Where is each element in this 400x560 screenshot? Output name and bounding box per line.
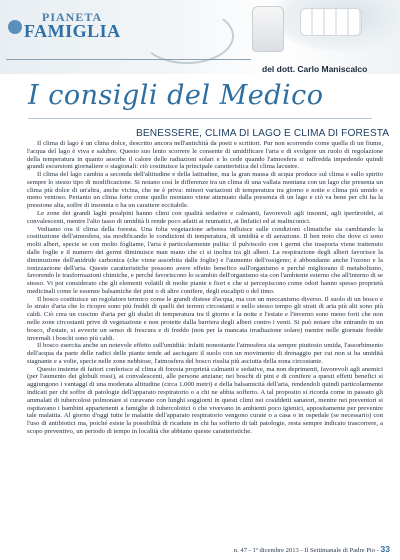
- author-byline: del dott. Carlo Maniscalco: [262, 64, 368, 74]
- paragraph: Il clima di lago è un clima dolce, descritto ancora nell'antichità da poeti e scrittori. Pur non scorrendo come quella di un fiume, l'acqua del lago è viva e salubre. Questo suo lento scorrere le consente di umidificare l'aria e di svolgere un ruolo di regolazione della temperatura in quanto assorbe il calore delle radiazioni solari e lo cede quando l'atmosfera si raffredda impedendo quindi grandi escursioni giornaliere o stagionali: ciò costituisce la principale caratteristica del clima lacustre.: [27, 140, 383, 171]
- paragraph: Questo insieme di fattori conferisce al clima di foresta proprietà calmanti e sedative, ma non deprimenti, favorevoli agli anemici (per l'aumento dei globuli rossi), ai convalescenti, alle persone anziane; nei boschi di pini e di conifere a questi effetti benefici si aggiungono i vantaggi di una moderata altitudine (circa 1.000 metri) e della balsamicità dell'aria, rendendoli quindi particolarmente indicati per chi soffre di patologie dell'apparato respiratorio o a chi ne abbia sofferto. A tal proposito si ricorda come in passato gli ammalati di tubercolosi polmonare si curavano con lunghi soggiorni in questi climi nei cosiddetti sanatori, mentre nei preventori si ospitavano i bambini appartenenti a famiglie di tubercolotici o che vivevano in ambienti poco igienici, appositamente per prevenire tale malattia. Al giorno d'oggi tutte le malattie dell'apparato respiratorio vengono curate o a casa o in ospedale (se necessario) con l'uso di antibiotici ma, poiché esiste la possibilità di ricadute in chi ha sofferto di tali patologie, resta sempre indicato trascorrere, a scopo preventivo, un periodo di tempo in località che abbiano queste caratteristiche.: [27, 365, 383, 435]
- paragraph: Le zone dei grandi laghi prealpini hanno climi con qualità sedative e calmanti, favorevoli agli insonni, agli ipertiroidei, ai convalescenti, mentre l'alto tasso di umidità li rende poco adatti ai reumatici, ai linfatici ed ai malinconici.: [27, 210, 383, 225]
- title-divider: [28, 118, 372, 119]
- paragraph: Vediamo ora il clima della foresta. Una folta vegetazione arborea influisce sulle condizioni climatiche sia cambiando la costituzione dell'atmosfera, sia modificando le condizioni di temperatura, di umidità e di aerazione. Il ben noto che dove ci sono molti alberi, specie se con molto fogliame, l'aria è particolarmente pulita: il pulviscolo con i germi che trasporta viene trattenuto dalle foglie e il numero dei germi diminuisce man mano che ci si inoltra tra gli alberi. La respirazione degli alberi favorisce la diminuzione dell'anidride carbonica (che viene assorbita dalle foglie) e l'aumento dell'ossigeno; è abbondante anche l'ozono e la ionizzazione dell'aria. Queste caratteristiche possono avere effetto benefico sull'organismo e perché migliorano il metabolismo, favorendo le trasformazioni chimiche, e perché favoriscono lo scambio dell'organismo sia con l'ambiente esterno che all'interno di se stesso. Vi poi considerato che gli elementi volatili di molte piante e fiori e che si percepiscono come odori hanno spesso proprietà medicinali come le essenze balsamiche dei pini o di altre conifere, degli eucalipti o del timo.: [27, 225, 383, 295]
- article-body: [27, 140, 383, 538]
- page-number: 33: [380, 544, 390, 554]
- article-title: BENESSERE, CLIMA DI LAGO E CLIMA DI FORESTA: [136, 128, 390, 139]
- issue-info: n. 47 - 1º dicembre 2013 - Il Settimanale di Padre Pio -: [233, 547, 379, 554]
- magazine-logo: [4, 6, 121, 46]
- paragraph: Il clima del lago cambia a seconda dell'altitudine e della latitudine, ma la gran massa di acqua produce sul clima e sullo spirito sempre lo stesso tipo di modificazione. Si notano così le differenze tra un clima di una vallata montana con un lago che presenta un clima più dolce di un'altra, anche vicina, che ne è priva: minori variazioni di temperatura tra giorno e notte e clima più umido e meno ventoso. Pertanto un clima forte come quello montano viene attenuato dalla presenza di un lago e ciò va bene per chi ha la pressione alta, soffre di insonnia o ha un carattere eccitabile.: [27, 171, 383, 210]
- logo-main-text: FAMIGLIA: [24, 21, 121, 41]
- header-divider: [6, 59, 251, 60]
- medicine-bottle-image: [252, 6, 284, 52]
- page-footer: [234, 544, 390, 554]
- stethoscope-image: [140, 8, 234, 64]
- section-title: I consigli del Medico: [28, 80, 324, 111]
- pills-image: [300, 8, 362, 36]
- logo-top-text: PIANETA: [42, 10, 103, 24]
- paragraph: Il bosco costituisce un regolatore termico come le grandi distese d'acqua, ma con un meccanismo diverso. Il suolo di un bosco e lo strato d'aria che lo ricopre sono più freddi di quelli dei terreni circostanti e nello stesso tempo gli strati di aria più alti sono più caldi. Ciò crea un cuscino d'aria per gli sbalzi di temperatura tra il giorno e la notte e l'estate e l'inverno sono meno forti che non nelle zone circostanti prive di vegetazione e non protette dalla barriera degli alberi contro i venti. Si può notare che entrando in un bosco, d'estate, si avverte un senso di frescura e di freddo (non per la mancata irradiazione solare) mentre nelle giornate fredde invernali i boschi sono più caldi.: [27, 295, 383, 342]
- header-banner: [0, 0, 400, 74]
- planet-icon: [8, 20, 22, 34]
- paragraph: Il bosco esercita anche un notevole effetto sull'umidità: infatti nonostante l'atmosfera sia sempre piuttosto umida, l'assorbimento dell'acqua da parte delle radici delle piante tende ad asciugare il suolo con un movimento di drenaggio per cui non si ha umidità stagnante e a volte, specie nelle zone nebbiose, l'atmosfera del bosco risulta più asciutta della zona circostante.: [27, 342, 383, 365]
